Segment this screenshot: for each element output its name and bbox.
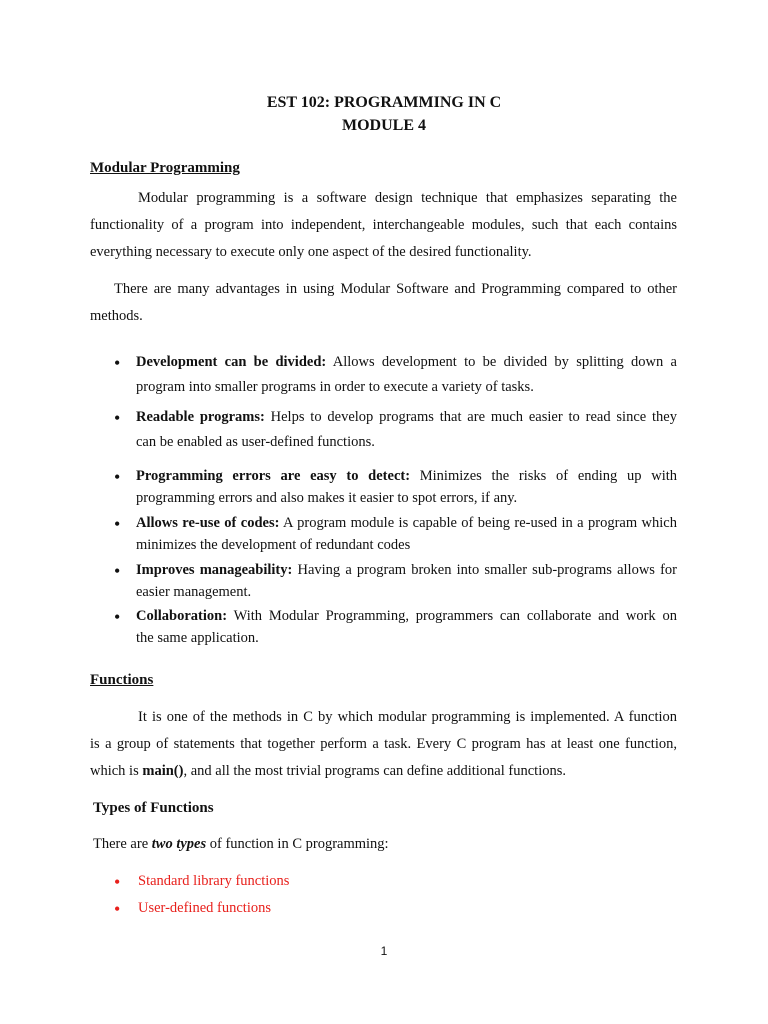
- functions-para-text-1: It is one of the methods in C by which modular programming is implemented. A function: [138, 709, 677, 725]
- bullet-dot: •: [114, 467, 121, 487]
- modular-intro-line-2: functionality of a program into independent, interchangeable modules, such that each contains: [90, 217, 677, 233]
- functions-para-line-3: [90, 763, 566, 780]
- types-intro-pre: There are: [93, 836, 152, 852]
- functions-para-text-post: , and all the most trivial programs can define additional functions.: [183, 763, 566, 779]
- advantage-item: [136, 515, 677, 554]
- modular-intro-line-3: everything necessary to execute only one aspect of the desired functionality.: [90, 244, 532, 260]
- advantage-item: [136, 409, 677, 451]
- bullet-dot: •: [114, 514, 121, 534]
- bullet-dot: •: [114, 353, 121, 373]
- advantages-intro-text-1: There are many advantages in using Modular Software and Programming compared to other: [114, 281, 677, 297]
- advantage-item: [136, 608, 677, 647]
- advantage-item: [136, 562, 677, 601]
- advantages-intro-line-1: [90, 281, 677, 298]
- advantage-term: Improves manageability:: [136, 562, 293, 578]
- advantage-line-1: [136, 562, 677, 579]
- functions-para-text-pre: which is: [90, 763, 143, 779]
- advantage-line-1: [136, 354, 677, 371]
- bullet-dot: •: [114, 561, 121, 581]
- bullet-dot: •: [114, 872, 121, 892]
- document-title-line1: EST 102: PROGRAMMING IN C: [266, 94, 502, 111]
- advantage-item: [136, 354, 677, 396]
- advantage-desc: Allows development to be divided by splitting down a: [326, 354, 677, 370]
- functions-para-line-1: [90, 709, 677, 726]
- main-function-ref: main(): [142, 763, 184, 779]
- advantage-desc: With Modular Programming, programmers can collaborate and work on: [227, 608, 677, 624]
- advantage-term: Collaboration:: [136, 608, 228, 624]
- bullet-dot: •: [114, 899, 121, 919]
- subheading-types-of-functions: Types of Functions: [93, 800, 214, 816]
- page-number: 1: [380, 944, 388, 958]
- advantage-line-2: program into smaller programs in order to execute a variety of tasks.: [136, 379, 534, 395]
- function-type-item: Standard library functions: [138, 873, 290, 889]
- section-heading-functions: Functions: [90, 672, 154, 688]
- advantage-line-1: [136, 409, 677, 426]
- section-heading-modular-programming: Modular Programming: [90, 160, 240, 176]
- advantage-desc: A program module is capable of being re-used in a program which: [279, 515, 677, 531]
- advantage-term: Allows re-use of codes:: [136, 515, 280, 531]
- advantage-line-1: [136, 468, 677, 485]
- advantage-line-2: can be enabled as user-defined functions.: [136, 434, 375, 450]
- advantage-line-2: programming errors and also makes it easier to spot errors, if any.: [136, 490, 518, 506]
- advantage-term: Programming errors are easy to detect:: [136, 468, 411, 484]
- advantage-line-2: easier management.: [136, 584, 252, 600]
- advantage-desc: Having a program broken into smaller sub-programs allows for: [292, 562, 677, 578]
- advantage-item: [136, 468, 677, 507]
- advantage-desc: Minimizes the risks of ending up with: [410, 468, 678, 484]
- functions-para-line-2: is a group of statements that together perform a task. Every C program has at least one function,: [90, 736, 677, 752]
- advantage-line-2: the same application.: [136, 630, 259, 646]
- function-type-item: User-defined functions: [138, 900, 271, 916]
- advantage-line-1: [136, 608, 677, 625]
- advantages-intro-line-2: methods.: [90, 308, 143, 324]
- advantage-desc: Helps to develop programs that are much easier to read since they: [264, 409, 677, 425]
- modular-intro-text-1: Modular programming is a software design technique that emphasizes separating the: [138, 190, 677, 206]
- types-intro-post: of function in C programming:: [206, 836, 389, 852]
- bullet-dot: •: [114, 408, 121, 428]
- advantage-term: Development can be divided:: [136, 354, 327, 370]
- advantage-term: Readable programs:: [136, 409, 265, 425]
- document-title-line2: MODULE 4: [342, 117, 426, 134]
- advantage-line-2: minimizes the development of redundant codes: [136, 537, 411, 553]
- modular-intro-line-1: [90, 190, 677, 207]
- types-intro: [93, 836, 389, 853]
- advantage-line-1: [136, 515, 677, 532]
- bullet-dot: •: [114, 607, 121, 627]
- types-intro-emphasis: two types: [151, 836, 207, 852]
